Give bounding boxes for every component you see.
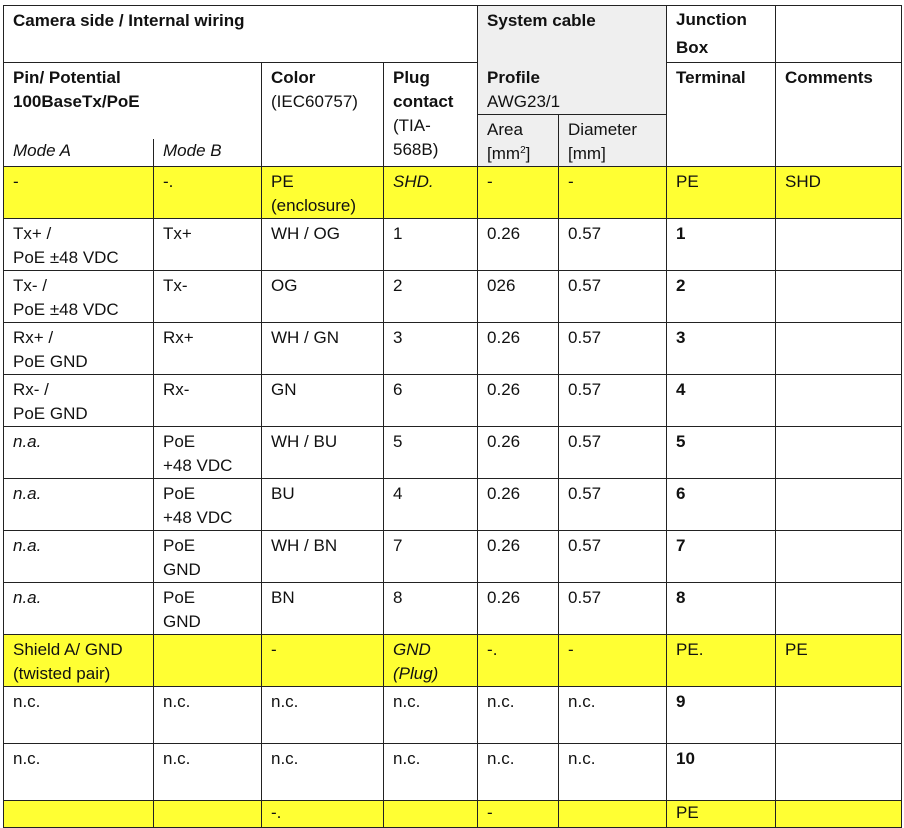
mode-a-cell: n.a.: [4, 427, 154, 479]
plug-cell: n.c.: [384, 687, 478, 744]
mode-b-cell: n.c.: [154, 687, 262, 744]
plug-contact-header: Plug contact (TIA- 568B): [384, 63, 478, 167]
plug-cell: 3: [384, 323, 478, 375]
comments-cell: PE: [776, 635, 902, 687]
color-cell: -: [262, 635, 384, 687]
header-row-2: [4, 63, 902, 115]
area-cell: 0.26: [478, 531, 559, 583]
area-cell: 0.26: [478, 479, 559, 531]
diameter-cell: 0.57: [559, 323, 667, 375]
mode-b-cell: n.c.: [154, 744, 262, 801]
mode-b-cell: PoE +48 VDC: [154, 427, 262, 479]
mode-a-cell: Tx+ / PoE ±48 VDC: [4, 219, 154, 271]
table-row: [4, 687, 902, 744]
area-cell: n.c.: [478, 744, 559, 801]
color-cell: WH / GN: [262, 323, 384, 375]
comments-cell: [776, 583, 902, 635]
plug-cell: 4: [384, 479, 478, 531]
profile-header: Profile AWG23/1: [478, 63, 667, 115]
comments-cell: [776, 323, 902, 375]
mode-a-header: Mode A: [4, 139, 154, 167]
diameter-cell: n.c.: [559, 744, 667, 801]
mode-b-cell: PoE GND: [154, 583, 262, 635]
plug-cell: 5: [384, 427, 478, 479]
area-cell: 0.26: [478, 219, 559, 271]
header-empty-cell: [776, 6, 902, 63]
mode-b-cell: -.: [154, 167, 262, 219]
table-row: [4, 479, 902, 531]
diameter-cell: 0.57: [559, 219, 667, 271]
mode-a-cell: -: [4, 167, 154, 219]
table-row: [4, 323, 902, 375]
comments-cell: [776, 271, 902, 323]
color-cell: n.c.: [262, 687, 384, 744]
table-row: [4, 375, 902, 427]
terminal-cell: 6: [667, 479, 776, 531]
terminal-cell: PE.: [667, 635, 776, 687]
mode-a-cell: Shield A/ GND (twisted pair): [4, 635, 154, 687]
comments-cell: [776, 801, 902, 828]
terminal-cell: 1: [667, 219, 776, 271]
color-cell: BU: [262, 479, 384, 531]
diameter-cell: 0.57: [559, 427, 667, 479]
terminal-header: Terminal: [667, 63, 776, 167]
mode-b-cell: Tx+: [154, 219, 262, 271]
table-row: [4, 531, 902, 583]
color-cell: n.c.: [262, 744, 384, 801]
plug-cell: 1: [384, 219, 478, 271]
mode-a-cell: n.a.: [4, 479, 154, 531]
mode-a-cell: n.c.: [4, 744, 154, 801]
mode-a-cell: Rx- / PoE GND: [4, 375, 154, 427]
diameter-cell: n.c.: [559, 687, 667, 744]
area-cell: -: [478, 801, 559, 828]
mode-b-cell: PoE GND: [154, 531, 262, 583]
comments-cell: [776, 531, 902, 583]
table-row: [4, 427, 902, 479]
mode-b-cell: [154, 635, 262, 687]
terminal-cell: 3: [667, 323, 776, 375]
mode-a-cell: n.a.: [4, 531, 154, 583]
area-cell: n.c.: [478, 687, 559, 744]
comments-cell: [776, 219, 902, 271]
terminal-cell: 8: [667, 583, 776, 635]
area-cell: 0.26: [478, 583, 559, 635]
diameter-cell: 0.57: [559, 375, 667, 427]
color-header: Color (IEC60757): [262, 63, 384, 167]
color-cell: WH / OG: [262, 219, 384, 271]
mode-b-header: Mode B: [154, 139, 262, 167]
mode-b-cell: PoE +48 VDC: [154, 479, 262, 531]
color-cell: WH / BU: [262, 427, 384, 479]
terminal-cell: 5: [667, 427, 776, 479]
plug-cell: GND (Plug): [384, 635, 478, 687]
comments-cell: [776, 687, 902, 744]
table-row: [4, 219, 902, 271]
terminal-cell: 2: [667, 271, 776, 323]
terminal-cell: 9: [667, 687, 776, 744]
wiring-table: [3, 5, 902, 828]
area-cell: 0.26: [478, 375, 559, 427]
table-row: [4, 635, 902, 687]
diameter-cell: 0.57: [559, 479, 667, 531]
mode-b-cell: Rx+: [154, 323, 262, 375]
table-row: [4, 801, 902, 828]
plug-cell: 7: [384, 531, 478, 583]
mode-a-cell: [4, 801, 154, 828]
table-row: [4, 744, 902, 801]
pin-potential-header: Pin/ Potential 100BaseTx/PoE: [4, 63, 262, 139]
diameter-header: Diameter [mm]: [559, 115, 667, 167]
mode-a-cell: n.c.: [4, 687, 154, 744]
color-cell: OG: [262, 271, 384, 323]
camera-side-header: Camera side / Internal wiring: [4, 6, 478, 63]
table-row: [4, 167, 902, 219]
table-row: [4, 583, 902, 635]
mode-a-cell: Tx- / PoE ±48 VDC: [4, 271, 154, 323]
comments-cell: [776, 744, 902, 801]
terminal-cell: 4: [667, 375, 776, 427]
mode-a-cell: Rx+ / PoE GND: [4, 323, 154, 375]
color-cell: GN: [262, 375, 384, 427]
plug-cell: n.c.: [384, 744, 478, 801]
color-cell: -.: [262, 801, 384, 828]
diameter-cell: -: [559, 167, 667, 219]
terminal-cell: 10: [667, 744, 776, 801]
area-cell: 026: [478, 271, 559, 323]
mode-b-cell: Tx-: [154, 271, 262, 323]
area-cell: -: [478, 167, 559, 219]
diameter-cell: 0.57: [559, 583, 667, 635]
comments-cell: [776, 427, 902, 479]
color-cell: WH / BN: [262, 531, 384, 583]
terminal-cell: PE: [667, 167, 776, 219]
mode-b-cell: Rx-: [154, 375, 262, 427]
plug-cell: 2: [384, 271, 478, 323]
comments-cell: [776, 375, 902, 427]
area-cell: -.: [478, 635, 559, 687]
color-cell: PE (enclosure): [262, 167, 384, 219]
mode-a-cell: n.a.: [4, 583, 154, 635]
junction-box-header: Junction Box: [667, 6, 776, 63]
comments-cell: SHD: [776, 167, 902, 219]
plug-cell: 8: [384, 583, 478, 635]
diameter-cell: 0.57: [559, 271, 667, 323]
terminal-cell: PE: [667, 801, 776, 828]
system-cable-header: System cable: [478, 6, 667, 63]
area-cell: 0.26: [478, 323, 559, 375]
header-row-1: [4, 6, 902, 63]
diameter-cell: 0.57: [559, 531, 667, 583]
mode-b-cell: [154, 801, 262, 828]
diameter-cell: [559, 801, 667, 828]
color-cell: BN: [262, 583, 384, 635]
plug-cell: [384, 801, 478, 828]
plug-cell: SHD.: [384, 167, 478, 219]
area-header: Area $[mm^2]$: [478, 115, 559, 167]
comments-header: Comments: [776, 63, 902, 167]
terminal-cell: 7: [667, 531, 776, 583]
plug-cell: 6: [384, 375, 478, 427]
comments-cell: [776, 479, 902, 531]
table-row: [4, 271, 902, 323]
area-cell: 0.26: [478, 427, 559, 479]
diameter-cell: -: [559, 635, 667, 687]
